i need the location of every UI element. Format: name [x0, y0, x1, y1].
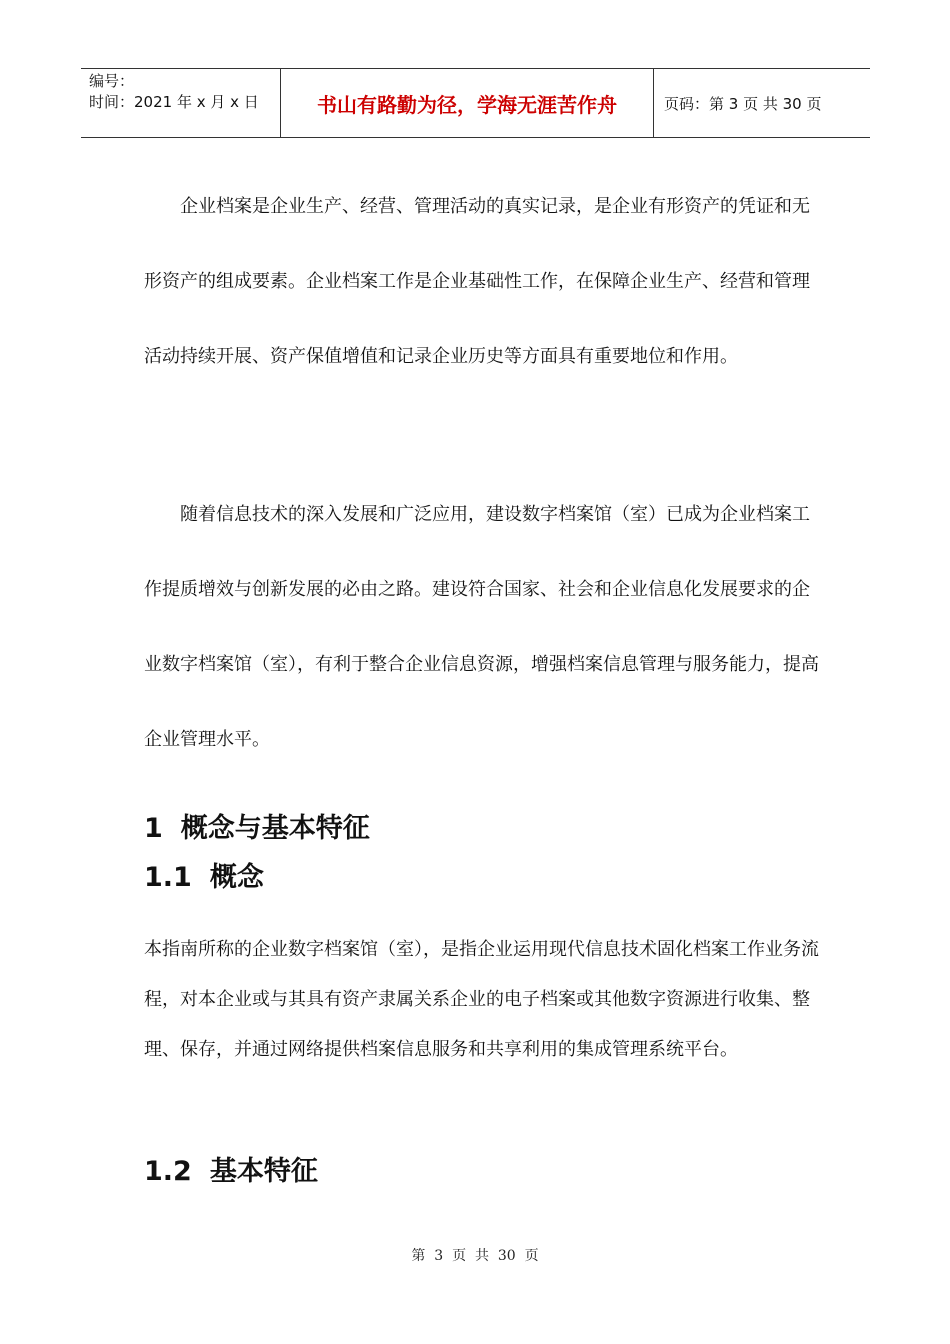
header-motto: 书山有路勤为径，学海无涯苦作舟	[281, 69, 654, 137]
document-header	[81, 68, 870, 138]
section-1-1-heading	[144, 855, 264, 894]
intro-paragraph-1: 企业档案是企业生产、经营、管理活动的真实记录，是企业有形资产的凭证和无形资产的组成要素。企业档案工作是企业基础性工作，在保障企业生产、经营和管理活动持续开展、资产保值增值和记录企业历史等方面具有重要地位和作用。	[144, 196, 810, 367]
page-footer: 第 3 页 共 30 页	[411, 1248, 539, 1264]
intro-paragraph-2: 随着信息技术的深入发展和广泛应用，建设数字档案馆（室）已成为企业档案工作提质增效与创新发展的必由之路。建设符合国家、社会和企业信息化发展要求的企业数字档案馆（室），有利于整合企业信息资源，增强档案信息管理与服务能力，提高企业管理水平。	[144, 504, 819, 750]
section-1-number: 1	[144, 813, 163, 844]
concept-paragraph: 本指南所称的企业数字档案馆（室），是指企业运用现代信息技术固化档案工作业务流程，对本企业或与其具有资产隶属关系企业的电子档案或其他数字资源进行收集、整理、保存，并通过网络提供档案信息服务和共享利用的集成管理系统平台。	[144, 939, 819, 1060]
section-1-2-title: 基本特征	[209, 1156, 318, 1187]
document-date-label: 时间：2021 年 x 月 x 日	[89, 93, 259, 111]
header-meta	[81, 69, 281, 137]
section-1-2-number: 1.2	[144, 1156, 192, 1187]
section-1-1-title: 概念	[209, 862, 264, 893]
section-1-1-number: 1.1	[144, 862, 192, 893]
header-page-info: 页码：第 3 页 共 30 页	[664, 94, 822, 113]
section-1-title: 概念与基本特征	[180, 813, 370, 844]
section-1-2-heading	[144, 1149, 318, 1188]
section-1-heading	[144, 806, 370, 845]
document-number-label: 编号：	[89, 72, 135, 90]
